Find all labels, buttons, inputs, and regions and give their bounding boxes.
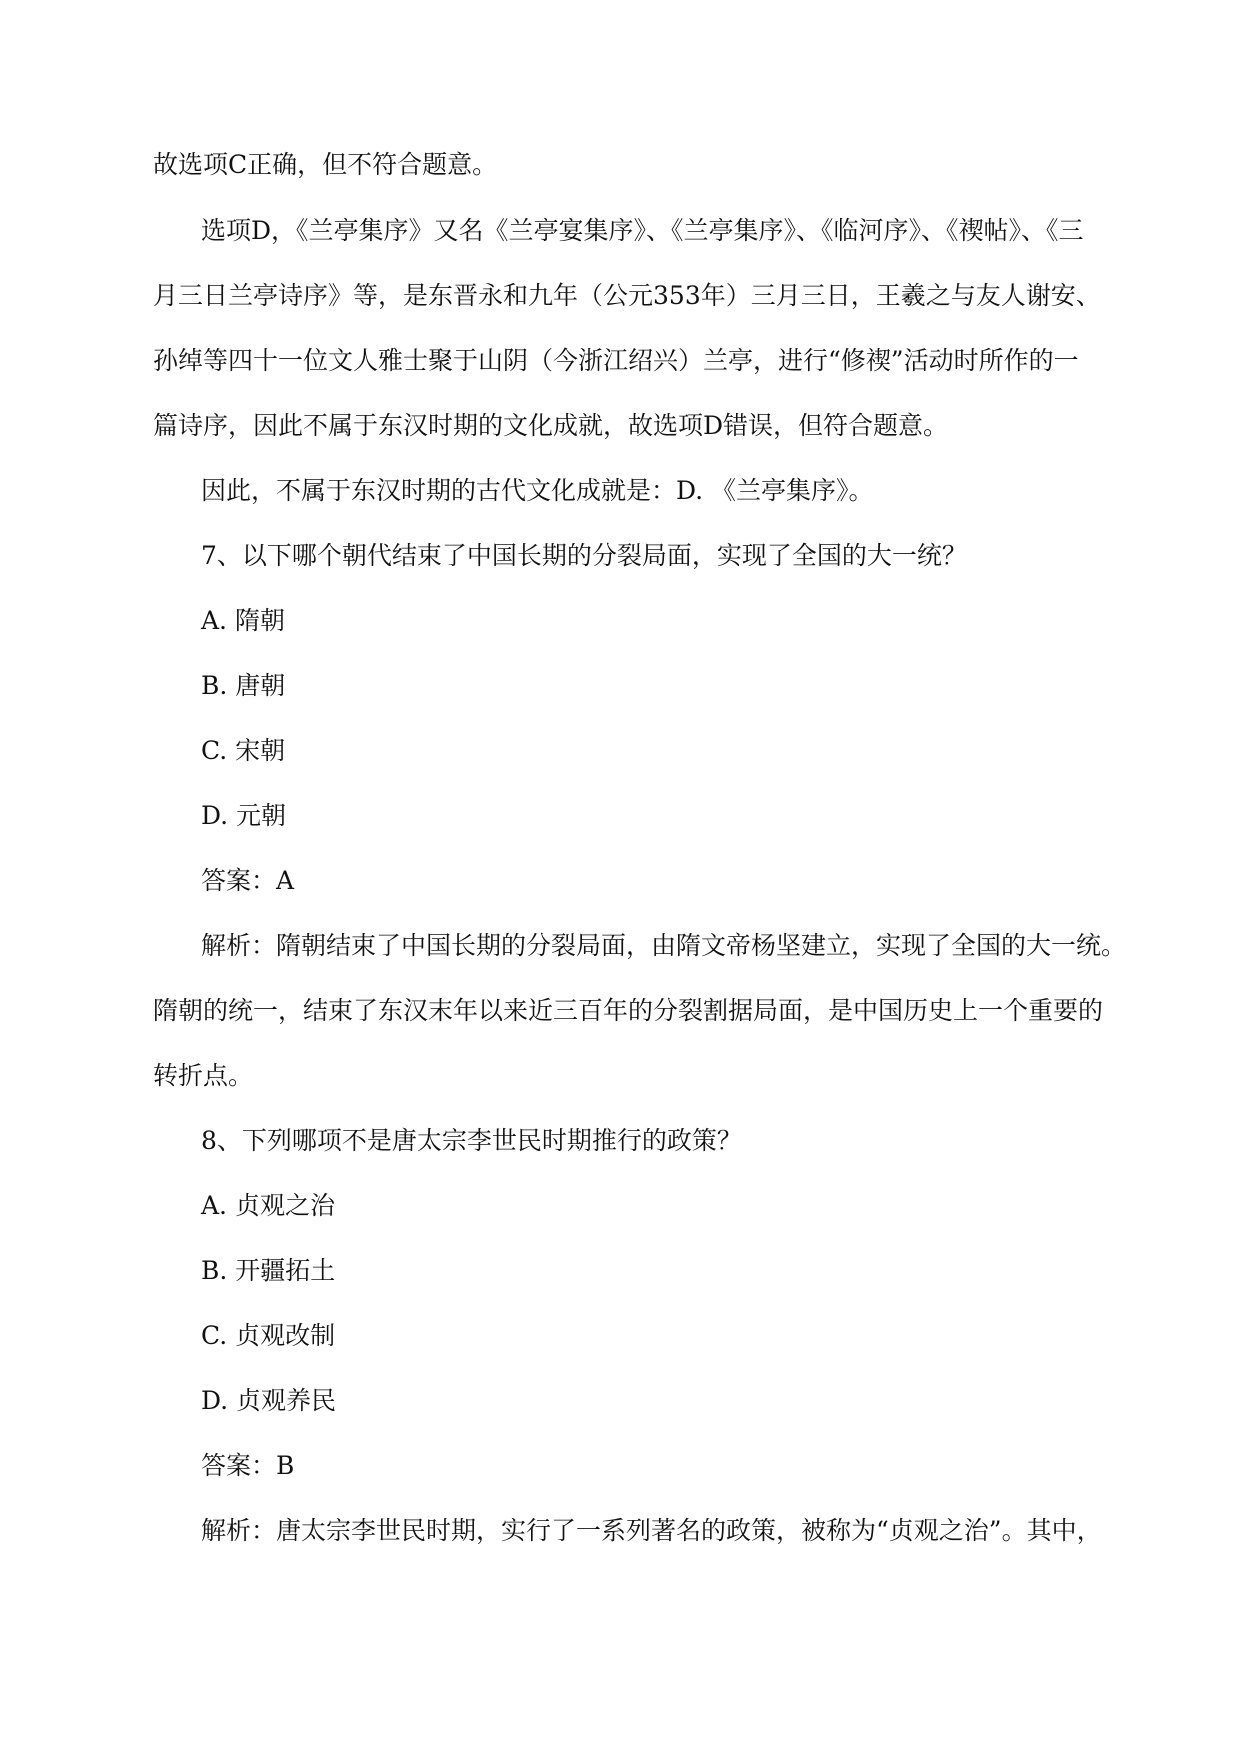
text-line: 隋朝的统一，结束了东汉末年以来近三百年的分裂割据局面，是中国历史上一个重要的 [153,996,1104,1025]
question-8: 8、下列哪项不是唐太宗李世民时期推行的政策？ [201,1126,742,1155]
option-c: C. 贞观改制 [201,1321,336,1350]
text-line: 孙绰等四十一位文人雅士聚于山阴（今浙江绍兴）兰亭，进行“修禊”活动时所作的一 [153,346,1079,375]
analysis: 解析：唐太宗李世民时期，实行了一系列著名的政策，被称为“贞观之治”。其中， [201,1516,1102,1545]
text-line: 故选项C正确，但不符合题意。 [153,150,498,179]
text-line: 因此，不属于东汉时期的古代文化成就是：D. 《兰亭集序》。 [201,476,874,505]
option-d: D. 元朝 [201,801,287,830]
option-b: B. 开疆拓土 [201,1256,336,1285]
option-a: A. 隋朝 [201,606,285,635]
text-line: 篇诗序，因此不属于东汉时期的文化成就，故选项D错误，但符合题意。 [153,411,949,440]
text-line: 选项D，《兰亭集序》又名《兰亭宴集序》、《兰亭集序》、《临河序》、《禊帖》、《三 [201,216,1084,245]
text-line: 月三日兰亭诗序》等，是东晋永和九年（公元353年）三月三日，王羲之与友人谢安、 [153,281,1101,310]
option-b: B. 唐朝 [201,671,286,700]
analysis: 解析：隋朝结束了中国长期的分裂局面，由隋文帝杨坚建立，实现了全国的大一统。 [201,931,1127,960]
answer: 答案：A [201,866,295,895]
option-c: C. 宋朝 [201,736,286,765]
question-7: 7、以下哪个朝代结束了中国长期的分裂局面，实现了全国的大一统？ [201,541,967,570]
answer: 答案：B [201,1451,295,1480]
option-a: A. 贞观之治 [201,1191,335,1220]
text-line: 转折点。 [153,1061,254,1090]
option-d: D. 贞观养民 [201,1386,337,1415]
